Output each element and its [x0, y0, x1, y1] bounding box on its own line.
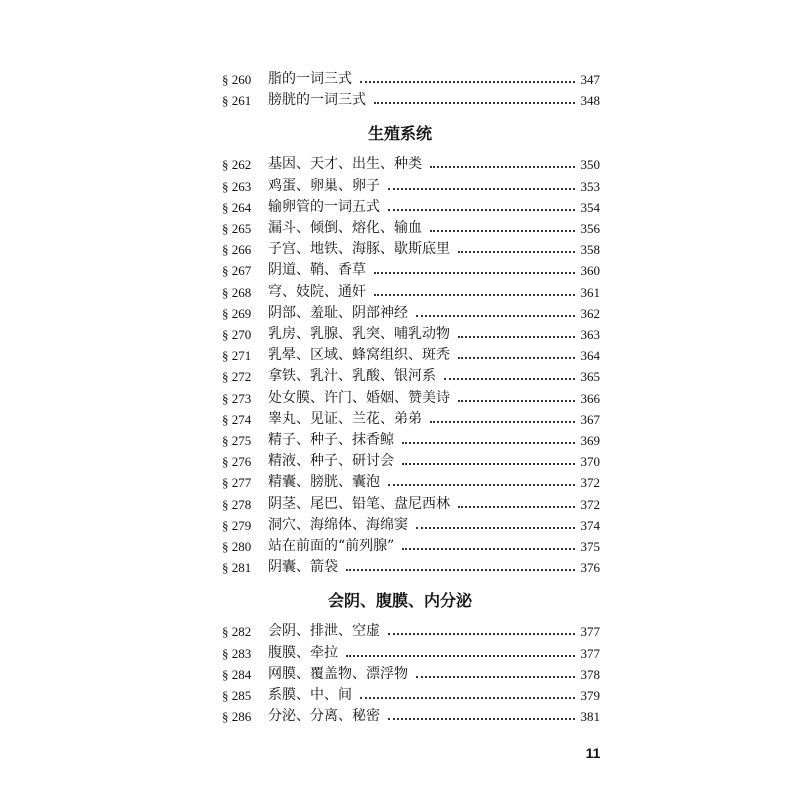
section-number: § 262: [222, 157, 252, 173]
entry-title: 拿铁、乳汁、乳酸、银河系: [268, 368, 436, 385]
toc-entry[interactable]: [222, 324, 600, 345]
section-number: § 268: [222, 284, 252, 300]
toc-entry[interactable]: [222, 345, 600, 366]
page-reference: 378: [580, 666, 600, 682]
section-number: § 276: [222, 454, 252, 470]
section-number: § 281: [222, 560, 252, 576]
toc-entry[interactable]: [222, 154, 600, 175]
dot-leader: [430, 420, 575, 423]
page-reference: 367: [580, 411, 600, 427]
dot-leader: [416, 526, 575, 529]
entry-title: 腹膜、牵拉: [268, 644, 338, 661]
entry-title: 脂的一词三式: [268, 71, 352, 87]
page-reference: 375: [580, 539, 600, 554]
section-number: § 274: [222, 411, 252, 427]
dot-leader: [416, 314, 575, 317]
entry-title: 输卵管的一词五式: [268, 198, 380, 215]
toc-entry[interactable]: [222, 494, 600, 515]
entry-title: 乳房、乳腺、乳突、哺乳动物: [268, 326, 450, 342]
section-number: § 264: [222, 199, 252, 215]
page-reference: 356: [580, 221, 600, 236]
dot-leader: [388, 717, 575, 720]
toc-entry[interactable]: [222, 451, 600, 472]
entry-title: 膀胱的一词三式: [268, 92, 366, 109]
page-reference: 365: [580, 369, 600, 385]
entry-title: 站在前面的“前列腺”: [268, 538, 395, 554]
page-reference: 377: [580, 645, 600, 661]
dot-leader: [388, 208, 575, 211]
section-number: § 261: [222, 93, 252, 109]
toc-entry[interactable]: [222, 90, 600, 111]
toc-entry[interactable]: [222, 664, 600, 685]
dot-leader: [374, 271, 575, 274]
section-number: § 280: [222, 539, 252, 554]
toc-entry[interactable]: [222, 176, 600, 197]
dot-leader: [388, 632, 575, 635]
dot-leader: [346, 654, 575, 657]
section-number: § 267: [222, 263, 252, 279]
toc-entry[interactable]: [222, 282, 600, 303]
toc-entry[interactable]: [222, 260, 600, 281]
dot-leader: [360, 80, 575, 83]
page-reference: 370: [580, 454, 600, 470]
entry-title: 系膜、中、间: [268, 687, 352, 703]
dot-leader: [458, 356, 575, 359]
section-number: § 286: [222, 709, 252, 725]
dot-leader: [346, 568, 575, 571]
toc-entry[interactable]: [222, 643, 600, 664]
dot-leader: [458, 335, 575, 338]
section-number: § 260: [222, 72, 252, 87]
toc-entry[interactable]: [222, 69, 600, 90]
dot-leader: [416, 675, 575, 678]
dot-leader: [444, 377, 575, 380]
entry-title: 处女膜、许门、婚姻、赞美诗: [268, 389, 450, 406]
section-number: § 277: [222, 475, 252, 491]
entry-title: 分泌、分离、秘密: [268, 708, 380, 725]
entry-title: 基因、天才、出生、种类: [268, 156, 422, 173]
section-number: § 283: [222, 645, 252, 661]
toc-entry[interactable]: [222, 621, 600, 642]
page-reference: 376: [580, 560, 600, 576]
section-number: § 265: [222, 221, 252, 236]
page-reference: 377: [580, 624, 600, 640]
page-reference: 350: [580, 157, 600, 173]
dot-leader: [388, 483, 575, 486]
entry-title: 洞穴、海绵体、海绵窦: [268, 516, 408, 533]
section-number: § 275: [222, 433, 252, 448]
page-reference: 347: [580, 72, 600, 87]
entry-title: 阴部、羞耻、阴部神经: [268, 304, 408, 321]
toc-entry[interactable]: [222, 197, 600, 218]
entry-title: 阴茎、尾巴、铅笔、盘尼西林: [268, 495, 450, 512]
page-reference: 381: [580, 709, 600, 725]
toc-entry[interactable]: [222, 536, 600, 557]
toc-entry[interactable]: [222, 472, 600, 493]
section-number: § 285: [222, 688, 252, 703]
page-reference: 358: [580, 242, 600, 258]
page-number: 11: [585, 745, 601, 761]
entry-title: 乳晕、区域、蜂窝组织、斑秃: [268, 347, 450, 364]
page-reference: 354: [580, 199, 600, 215]
toc-entry[interactable]: [222, 557, 600, 578]
dot-leader: [402, 441, 575, 444]
dot-leader: [374, 101, 575, 104]
entry-title: 精囊、膀胱、囊泡: [268, 474, 380, 491]
entry-title: 穹、妓院、通奸: [268, 283, 366, 300]
section-number: § 271: [222, 348, 252, 364]
dot-leader: [458, 250, 575, 253]
toc-entry[interactable]: [222, 303, 600, 324]
page-reference: 353: [580, 178, 600, 194]
section-number: § 269: [222, 305, 252, 321]
toc-entry[interactable]: [222, 366, 600, 387]
dot-leader: [402, 547, 574, 550]
toc-entry[interactable]: [222, 239, 600, 260]
dot-leader: [430, 229, 575, 232]
toc-entry[interactable]: [222, 409, 600, 430]
entry-title: 睾丸、见证、兰花、弟弟: [268, 410, 422, 427]
section-number: § 270: [222, 327, 252, 342]
dot-leader: [458, 399, 575, 402]
entry-title: 会阴、排泄、空虚: [268, 623, 380, 640]
dot-leader: [374, 293, 575, 296]
toc-entry[interactable]: [222, 685, 600, 706]
section-heading: 生殖系统: [367, 124, 432, 144]
section-number: § 278: [222, 496, 252, 512]
page-reference: 372: [580, 496, 600, 512]
entry-title: 阴道、鞘、香草: [268, 262, 366, 279]
entry-title: 精液、种子、研讨会: [268, 453, 394, 470]
page-reference: 362: [580, 305, 600, 321]
entry-title: 网膜、覆盖物、漂浮物: [268, 665, 408, 682]
section-number: § 282: [222, 624, 252, 640]
dot-leader: [360, 696, 575, 699]
page-reference: 364: [580, 348, 600, 364]
page-reference: 372: [580, 475, 600, 491]
toc-entry[interactable]: [222, 218, 600, 239]
toc-entry[interactable]: [222, 430, 600, 451]
toc-entry[interactable]: [222, 388, 600, 409]
toc-entry[interactable]: [222, 515, 600, 536]
entry-title: 子宫、地铁、海豚、歇斯底里: [268, 241, 450, 258]
page-reference: 361: [580, 284, 600, 300]
toc-entry[interactable]: [222, 706, 600, 727]
page-reference: 379: [580, 688, 600, 703]
entry-title: 精子、种子、抹香鲸: [268, 432, 394, 448]
section-number: § 272: [222, 369, 252, 385]
page-reference: 374: [580, 517, 600, 533]
section-number: § 273: [222, 390, 252, 406]
entry-title: 鸡蛋、卵巢、卵子: [268, 177, 380, 194]
page-reference: 366: [580, 390, 600, 406]
page-reference: 369: [580, 433, 600, 448]
dot-leader: [430, 165, 575, 168]
page-reference: 348: [580, 93, 600, 109]
section-number: § 266: [222, 242, 252, 258]
entry-title: 漏斗、倾倒、熔化、输血: [268, 220, 422, 236]
section-number: § 284: [222, 666, 252, 682]
section-number: § 279: [222, 517, 252, 533]
dot-leader: [458, 505, 575, 508]
dot-leader: [388, 187, 575, 190]
section-heading: 会阴、腹膜、内分泌: [327, 591, 472, 611]
section-number: § 263: [222, 178, 252, 194]
dot-leader: [402, 462, 575, 465]
page-reference: 360: [580, 263, 600, 279]
page-reference: 363: [580, 327, 600, 342]
entry-title: 阴囊、箭袋: [268, 559, 338, 576]
